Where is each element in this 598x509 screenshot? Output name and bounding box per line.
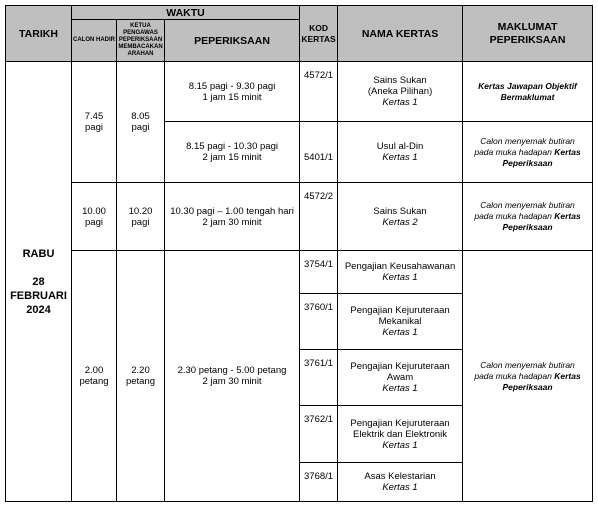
- paper-code: 3754/1: [300, 251, 338, 294]
- paper-name: Sains Sukan Kertas 2: [338, 183, 463, 251]
- paper-info: Kertas Jawapan Objektif Bermaklumat: [463, 62, 593, 122]
- paper-code: 3761/1: [300, 350, 338, 406]
- header-calon-hadir: CALON HADIR: [72, 20, 117, 62]
- paper-code: 3768/1: [300, 463, 338, 502]
- paper-name: Pengajian Keusahawanan Kertas 1: [338, 251, 463, 294]
- paper-name: Pengajian Kejuruteraan Elektrik dan Elektronik Kertas 1: [338, 406, 463, 463]
- session2-ketua-pengawas: 10.20 pagi: [117, 183, 165, 251]
- session1-ketua-pengawas: 8.05 pagi: [117, 62, 165, 183]
- exam-schedule-table: [5, 5, 593, 502]
- header-waktu: WAKTU: [72, 6, 300, 20]
- session3-ketua-pengawas: 2.20 petang: [117, 251, 165, 502]
- header-nama-kertas: NAMA KERTAS: [338, 6, 463, 62]
- paper-name: Sains Sukan (Aneka Pilihan) Kertas 1: [338, 62, 463, 122]
- header-ketua-pengawas: KETUA PENGAWAS PEPERIKSAAN MEMBACAKAN ARAHAN: [117, 20, 165, 62]
- paper-code: 4572/1: [300, 62, 338, 122]
- paper-time: 10.30 pagi – 1.00 tengah hari 2 jam 30 minit: [165, 183, 300, 251]
- session3-paper-info: Calon menyemak butiran pada muka hadapan Kertas Peperiksaan: [463, 251, 593, 502]
- session3-calon-hadir: 2.00 petang: [72, 251, 117, 502]
- paper-name: Pengajian Kejuruteraan Mekanikal Kertas 1: [338, 294, 463, 350]
- header-maklumat-peperiksaan: MAKLUMAT PEPERIKSAAN: [463, 6, 593, 62]
- paper-time: 8.15 pagi - 9.30 pagi 1 jam 15 minit: [165, 62, 300, 122]
- paper-code: 3760/1: [300, 294, 338, 350]
- session2-calon-hadir: 10.00 pagi: [72, 183, 117, 251]
- paper-info: Calon menyemak butiran pada muka hadapan Kertas Peperiksaan: [463, 183, 593, 251]
- session3-paper-time: 2.30 petang - 5.00 petang 2 jam 30 minit: [165, 251, 300, 502]
- header-peperiksaan: PEPERIKSAAN: [165, 20, 300, 62]
- paper-name: Asas Kelestarian Kertas 1: [338, 463, 463, 502]
- paper-code: 5401/1: [300, 122, 338, 183]
- exam-date: RABU 28 FEBRUARI 2024: [6, 62, 72, 502]
- session1-calon-hadir: 7.45 pagi: [72, 62, 117, 183]
- paper-name: Usul al-Din Kertas 1: [338, 122, 463, 183]
- paper-info: Calon menyemak butiran pada muka hadapan Kertas Peperiksaan: [463, 122, 593, 183]
- paper-time: 8.15 pagi - 10.30 pagi 2 jam 15 minit: [165, 122, 300, 183]
- paper-name: Pengajian Kejuruteraan Awam Kertas 1: [338, 350, 463, 406]
- paper-code: 3762/1: [300, 406, 338, 463]
- paper-code: 4572/2: [300, 183, 338, 251]
- header-tarikh: TARIKH: [6, 6, 72, 62]
- header-kod-kertas: KOD KERTAS: [300, 6, 338, 62]
